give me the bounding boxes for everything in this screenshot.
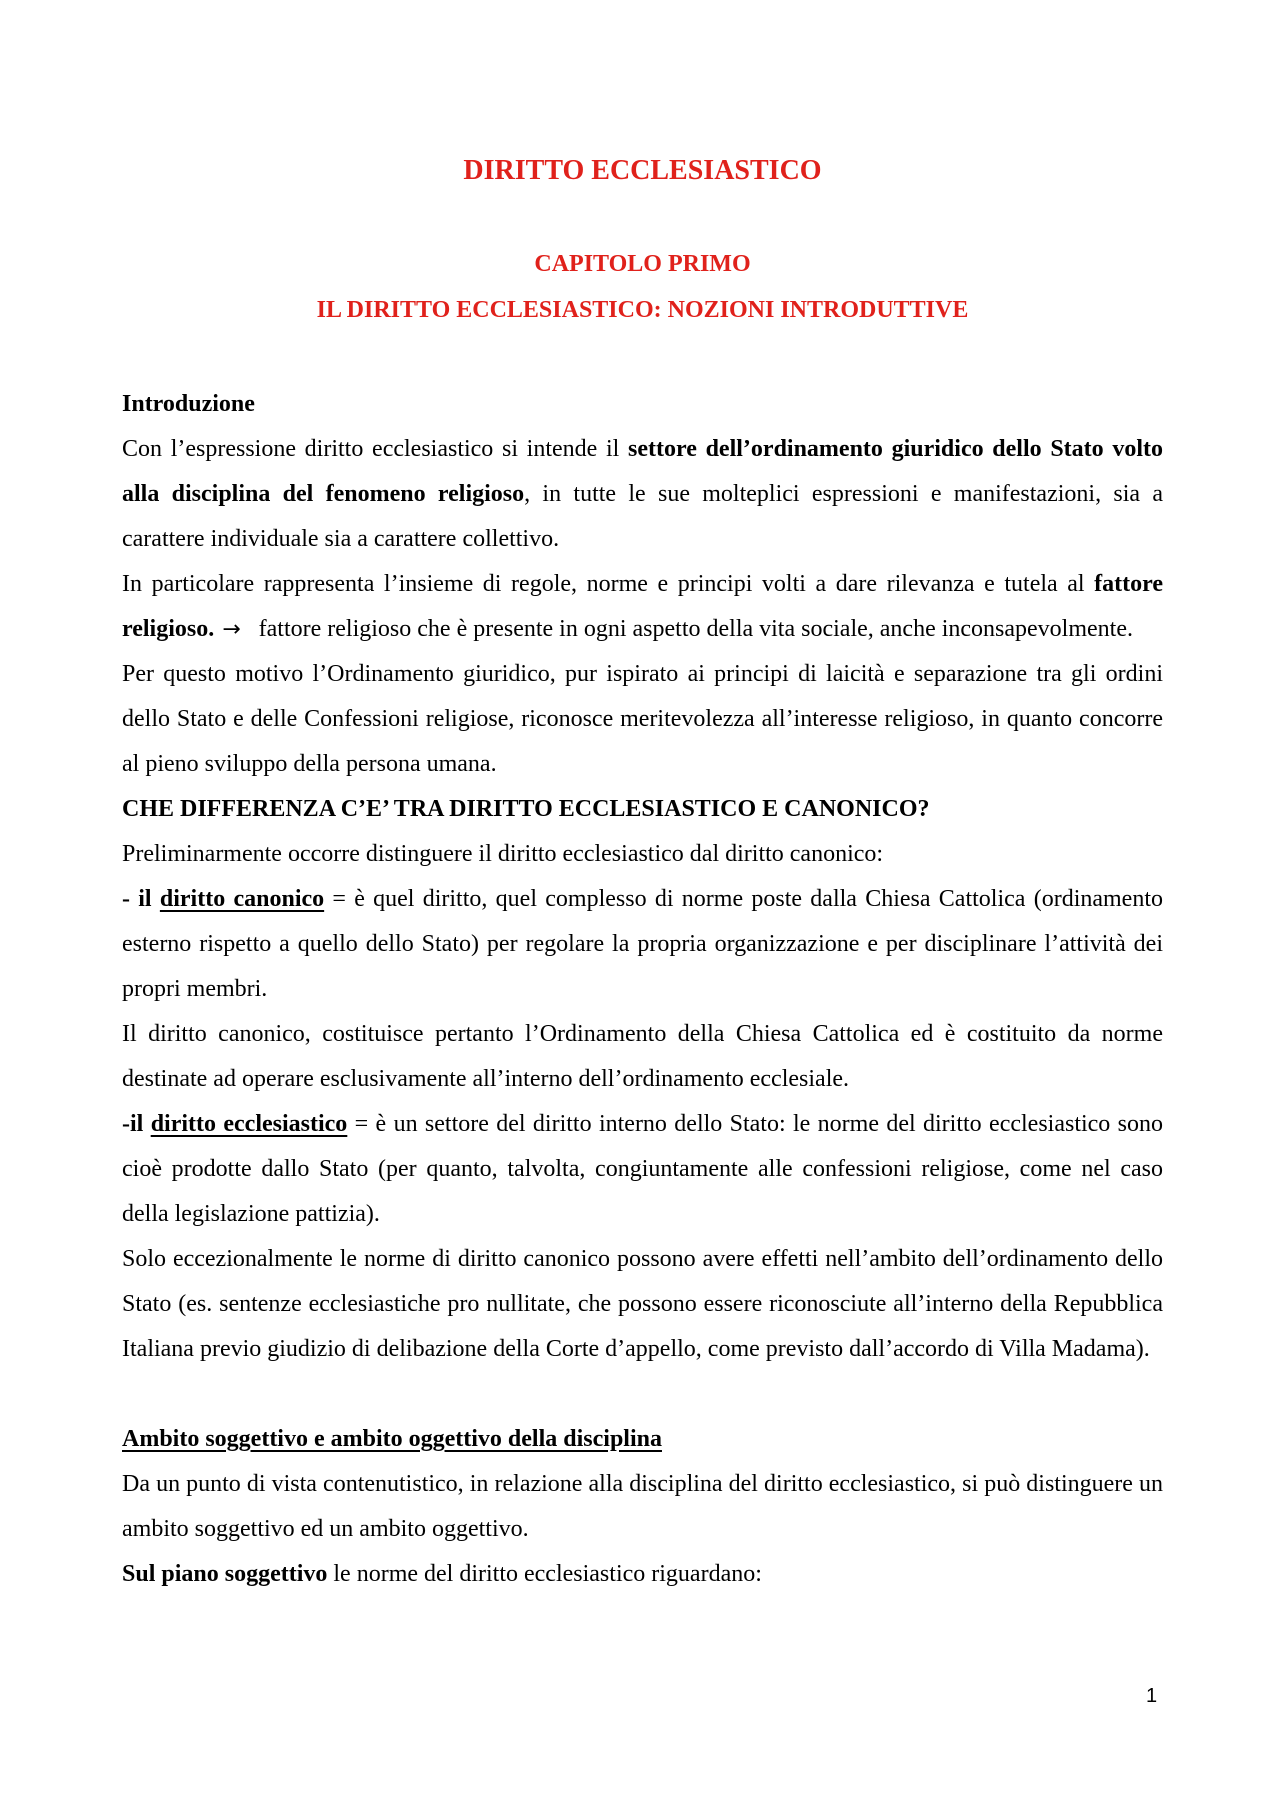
canonico-definition: = è quel diritto, quel complesso di norme poste dalla Chiesa Cattolica (ordinamento esterno rispetto a quello dello Stato) per regolare la propria organizzazione e per disciplinare l’attività dei propri membri. [122, 886, 1164, 1002]
ecclesiastico-prefix: -il [122, 1111, 151, 1137]
arrow-right-icon: → [222, 617, 241, 642]
ambito-paragraph-2 [122, 1552, 1163, 1597]
ecclesiastico-term: diritto ecclesiastico [150, 1111, 348, 1137]
intro-paragraph-1 [122, 427, 1163, 562]
intro-paragraph-3: Per questo motivo l’Ordinamento giuridico, pur ispirato ai principi di laicità e separazione tra gli ordini dello Stato e delle Confessioni religiose, riconosce meritevolezza all’interesse religioso, in quanto concorre al pieno sviluppo della persona umana. [122, 661, 1163, 777]
ambito-p2-rest: le norme del diritto ecclesiastico riguardano: [327, 1561, 762, 1587]
ambito-p2-bold: Sul piano soggettivo [122, 1561, 328, 1587]
intro-paragraph-2 [122, 562, 1163, 652]
definition-diritto-canonico [122, 877, 1163, 1012]
difference-paragraph-1: Preliminarmente occorre distinguere il diritto ecclesiastico dal diritto canonico: [122, 841, 884, 867]
ecclesiastico-definition: = è un settore del diritto interno dello Stato: le norme del diritto ecclesiastico sono cioè prodotte dallo Stato (per quanto, talvolta, congiuntamente alle confessioni religiose, come nel caso della legislazione pattizia). [122, 1111, 1164, 1227]
intro-p2-text-a: In particolare rappresenta l’insieme di regole, norme e principi volti a dare rilevanza e tutela al [122, 571, 1095, 597]
chapter-subtitle: IL DIRITTO ECCLESIASTICO: NOZIONI INTRODUTTIVE [316, 297, 969, 323]
intro-p2-text-c: fattore religioso che è presente in ogni aspetto della vita sociale, anche inconsapevolmente. [258, 616, 1133, 642]
ambito-paragraph-1: Da un punto di vista contenutistico, in relazione alla disciplina del diritto ecclesiastico, si può distinguere un ambito soggettivo ed un ambito oggettivo. [122, 1471, 1163, 1542]
section-heading-ambito: Ambito soggettivo e ambito oggettivo della disciplina [122, 1426, 662, 1452]
canonico-paragraph-2: Il diritto canonico, costituisce pertanto l’Ordinamento della Chiesa Cattolica ed è costituito da norme destinate ad operare esclusivamente all’interno dell’ordinamento ecclesiale. [122, 1021, 1163, 1092]
definition-diritto-ecclesiastico [122, 1102, 1163, 1237]
canonico-term: diritto canonico [159, 886, 325, 912]
page-number: 1 [1146, 1685, 1158, 1707]
section-heading-differenza: CHE DIFFERENZA C’E’ TRA DIRITTO ECCLESIASTICO E CANONICO? [122, 796, 930, 822]
intro-p1-text-c: , in tutte le sue molteplici espressioni e manifestazioni, sia a carattere individuale sia a carattere collettivo. [122, 481, 1163, 552]
canonico-prefix: - il [122, 886, 160, 912]
body-text [122, 382, 1163, 1597]
solo-eccezionalmente-paragraph: Solo eccezionalmente le norme di diritto canonico possono avere effetti nell’ambito dell’ordinamento dello Stato (es. sentenze ecclesiastiche pro nullitate, che possono essere riconosciute all’interno della Repubblica Italiana previo giudizio di delibazione della Corte d’appello, come previsto dall’accordo di Villa Madama). [122, 1246, 1163, 1362]
intro-p1-bold: settore dell’ordinamento giuridico dello Stato volto alla disciplina del fenomeno religioso [122, 436, 1163, 507]
intro-p1-text-a: Con l’espressione diritto ecclesiastico si intende il [122, 436, 629, 462]
section-spacer [122, 1372, 1163, 1417]
chapter-title: CAPITOLO PRIMO [534, 251, 751, 277]
document-title: DIRITTO ECCLESIASTICO [463, 155, 822, 186]
section-heading-introduzione: Introduzione [122, 391, 255, 417]
intro-p2-bold: fattore religioso. [122, 571, 1163, 642]
